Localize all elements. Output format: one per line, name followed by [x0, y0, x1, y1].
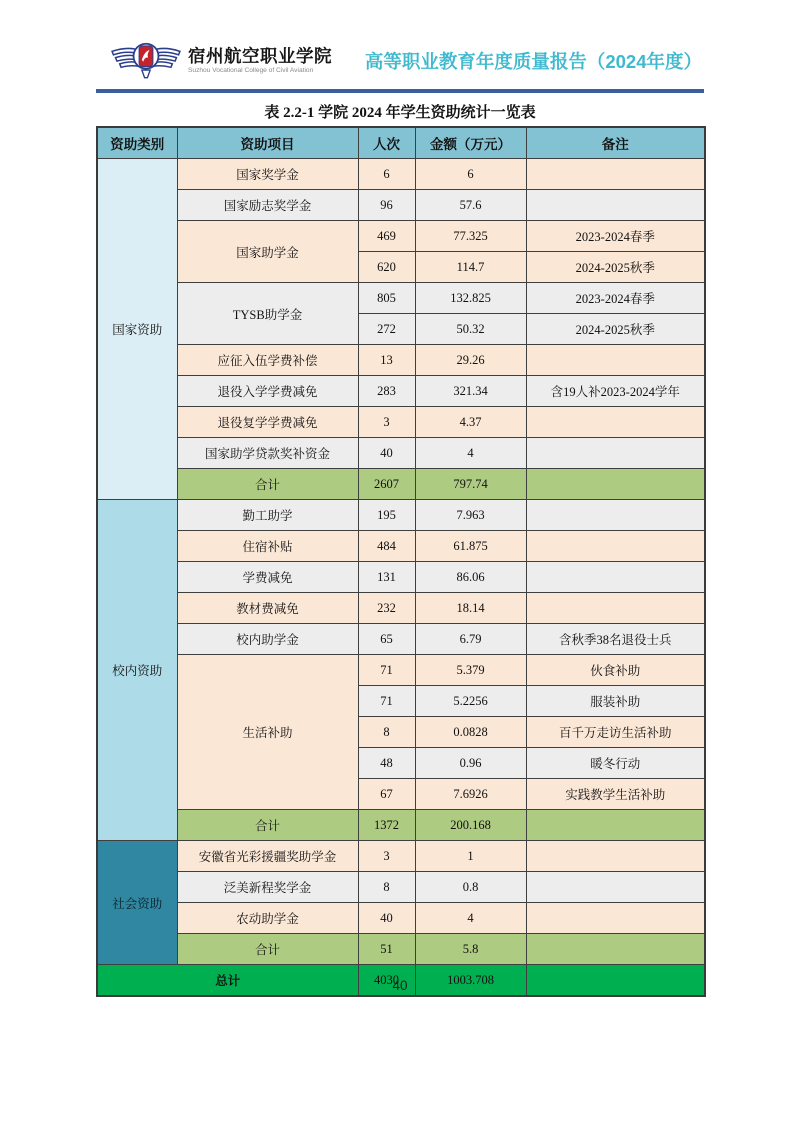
project-cell: 安徽省光彩援疆奖助学金 [177, 841, 358, 872]
note-cell: 2023-2024春季 [526, 283, 705, 314]
college-logo-block [96, 36, 332, 87]
amount-cell: 4 [415, 903, 526, 934]
table-row [97, 221, 705, 252]
amount-cell: 50.32 [415, 314, 526, 345]
note-cell: 含19人补2023-2024学年 [526, 376, 705, 407]
amount-cell: 6 [415, 159, 526, 190]
subtotal-count: 1372 [358, 810, 415, 841]
count-cell: 67 [358, 779, 415, 810]
count-cell: 96 [358, 190, 415, 221]
table-row [97, 562, 705, 593]
table-row [97, 159, 705, 190]
count-cell: 805 [358, 283, 415, 314]
note-cell: 含秋季38名退役士兵 [526, 624, 705, 655]
table-row [97, 624, 705, 655]
project-cell: 勤工助学 [177, 500, 358, 531]
count-cell: 40 [358, 438, 415, 469]
count-cell: 283 [358, 376, 415, 407]
table-title: 表 2.2-1 学院 2024 年学生资助统计一览表 [264, 105, 536, 121]
project-cell: 校内助学金 [177, 624, 358, 655]
total-amount: 1003.708 [415, 965, 526, 997]
college-name-cn: 宿州航空职业学院 [188, 46, 332, 67]
note-cell [526, 190, 705, 221]
note-cell: 暖冬行动 [526, 748, 705, 779]
table-row [97, 903, 705, 934]
count-cell: 71 [358, 655, 415, 686]
project-cell: 国家助学金 [177, 221, 358, 283]
college-name-en: Suzhou Vocational College of Civil Aviation [188, 66, 314, 74]
amount-cell: 86.06 [415, 562, 526, 593]
amount-cell: 0.96 [415, 748, 526, 779]
page-content [96, 0, 704, 997]
amount-cell: 4.37 [415, 407, 526, 438]
amount-cell: 5.2256 [415, 686, 526, 717]
subtotal-row [97, 469, 705, 500]
note-cell [526, 500, 705, 531]
note-cell: 百千万走访生活补助 [526, 717, 705, 748]
header-divider [96, 89, 704, 93]
count-cell: 232 [358, 593, 415, 624]
note-cell: 伙食补助 [526, 655, 705, 686]
count-cell: 272 [358, 314, 415, 345]
table-row [97, 345, 705, 376]
total-label: 总计 [97, 965, 358, 997]
amount-cell: 1 [415, 841, 526, 872]
category-cell-national: 国家资助 [97, 159, 177, 500]
count-cell: 71 [358, 686, 415, 717]
count-cell: 131 [358, 562, 415, 593]
amount-cell: 6.79 [415, 624, 526, 655]
subtotal-row [97, 934, 705, 965]
subtotal-amount: 5.8 [415, 934, 526, 965]
count-cell: 3 [358, 841, 415, 872]
count-cell: 40 [358, 903, 415, 934]
subtotal-note [526, 934, 705, 965]
count-cell: 620 [358, 252, 415, 283]
amount-cell: 114.7 [415, 252, 526, 283]
note-cell [526, 903, 705, 934]
project-cell: 退役复学学费减免 [177, 407, 358, 438]
project-cell: 泛美新程奖学金 [177, 872, 358, 903]
count-cell: 8 [358, 872, 415, 903]
project-cell: 教材费减免 [177, 593, 358, 624]
project-cell: 住宿补贴 [177, 531, 358, 562]
project-cell: 国家奖学金 [177, 159, 358, 190]
table-row [97, 438, 705, 469]
note-cell [526, 407, 705, 438]
subtotal-note [526, 469, 705, 500]
note-cell [526, 438, 705, 469]
total-count: 4030 [358, 965, 415, 997]
table-row [97, 841, 705, 872]
note-cell [526, 159, 705, 190]
count-cell: 6 [358, 159, 415, 190]
note-cell [526, 345, 705, 376]
table-row [97, 407, 705, 438]
report-title: 高等职业教育年度质量报告（2024年度） [364, 51, 702, 72]
amount-cell: 132.825 [415, 283, 526, 314]
count-cell: 48 [358, 748, 415, 779]
table-row [97, 190, 705, 221]
amount-cell: 4 [415, 438, 526, 469]
note-cell: 2023-2024春季 [526, 221, 705, 252]
note-cell [526, 593, 705, 624]
page-number: 40 [392, 978, 408, 993]
note-cell: 2024-2025秋季 [526, 314, 705, 345]
project-cell: 生活补助 [177, 655, 358, 810]
note-cell [526, 531, 705, 562]
count-cell: 65 [358, 624, 415, 655]
subtotal-label: 合计 [177, 469, 358, 500]
amount-cell: 5.379 [415, 655, 526, 686]
project-cell: 应征入伍学费补偿 [177, 345, 358, 376]
count-cell: 469 [358, 221, 415, 252]
amount-cell: 0.8 [415, 872, 526, 903]
count-cell: 3 [358, 407, 415, 438]
subtotal-row [97, 810, 705, 841]
amount-cell: 29.26 [415, 345, 526, 376]
table-row [97, 500, 705, 531]
count-cell: 8 [358, 717, 415, 748]
college-name-block [188, 47, 332, 74]
table-row [97, 872, 705, 903]
note-cell: 2024-2025秋季 [526, 252, 705, 283]
subtotal-count: 51 [358, 934, 415, 965]
amount-cell: 57.6 [415, 190, 526, 221]
project-cell: 农动助学金 [177, 903, 358, 934]
col-header-amount: 金额（万元） [415, 127, 526, 159]
col-header-note: 备注 [526, 127, 705, 159]
col-header-category: 资助类别 [97, 127, 177, 159]
project-cell: TYSB助学金 [177, 283, 358, 345]
amount-cell: 0.0828 [415, 717, 526, 748]
project-cell: 国家励志奖学金 [177, 190, 358, 221]
note-cell [526, 562, 705, 593]
note-cell [526, 872, 705, 903]
count-cell: 13 [358, 345, 415, 376]
student-aid-table [96, 126, 706, 997]
note-cell: 服装补助 [526, 686, 705, 717]
table-header-row [97, 127, 705, 159]
amount-cell: 61.875 [415, 531, 526, 562]
note-cell: 实践教学生活补助 [526, 779, 705, 810]
subtotal-note [526, 810, 705, 841]
table-row [97, 531, 705, 562]
category-cell-campus: 校内资助 [97, 500, 177, 841]
college-emblem-icon [110, 36, 182, 87]
table-row [97, 655, 705, 686]
subtotal-count: 2607 [358, 469, 415, 500]
amount-cell: 77.325 [415, 221, 526, 252]
count-cell: 484 [358, 531, 415, 562]
col-header-count: 人次 [358, 127, 415, 159]
aid-table-body [97, 159, 705, 997]
project-cell: 国家助学贷款奖补资金 [177, 438, 358, 469]
subtotal-label: 合计 [177, 810, 358, 841]
amount-cell: 321.34 [415, 376, 526, 407]
project-cell: 退役入学学费减免 [177, 376, 358, 407]
amount-cell: 7.6926 [415, 779, 526, 810]
project-cell: 学费减免 [177, 562, 358, 593]
amount-cell: 18.14 [415, 593, 526, 624]
subtotal-amount: 200.168 [415, 810, 526, 841]
amount-cell: 7.963 [415, 500, 526, 531]
subtotal-amount: 797.74 [415, 469, 526, 500]
category-cell-social: 社会资助 [97, 841, 177, 965]
table-row [97, 593, 705, 624]
document-header [96, 36, 704, 86]
subtotal-label: 合计 [177, 934, 358, 965]
col-header-project: 资助项目 [177, 127, 358, 159]
table-row [97, 376, 705, 407]
note-cell [526, 841, 705, 872]
table-row [97, 283, 705, 314]
count-cell: 195 [358, 500, 415, 531]
